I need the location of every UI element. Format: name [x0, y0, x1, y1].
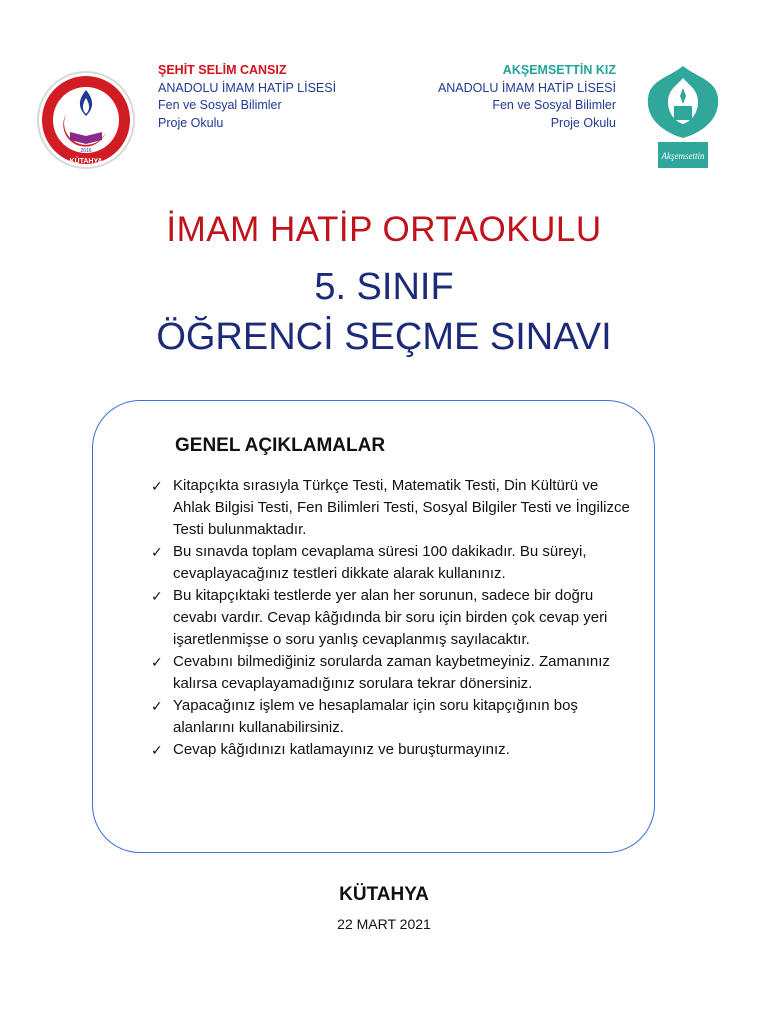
instructions-heading: GENEL AÇIKLAMALAR — [175, 435, 386, 456]
right-school-line4: Proje Okulu — [550, 115, 616, 130]
title-grade: 5. SINIF — [314, 266, 454, 308]
instruction-item — [151, 739, 631, 761]
checkmark-icon: ✓ — [151, 478, 163, 494]
city-name: KÜTAHYA — [339, 884, 429, 905]
instruction-item — [151, 585, 631, 651]
instruction-item — [151, 475, 631, 541]
left-logo-caption: KÜTAHYA — [69, 158, 103, 165]
right-school-line2: ANADOLU İMAM HATİP LİSESİ — [437, 80, 616, 95]
right-school-line1: AKŞEMSETTİN KIZ — [502, 63, 616, 77]
instruction-item — [151, 695, 631, 739]
right-logo-caption: Akşemsettin — [661, 151, 705, 161]
left-logo-year: 2016 — [80, 148, 92, 154]
instruction-text: Bu kitapçıktaki testlerde yer alan her sorunun, sadece bir doğru cevabı vardır. Cevap kâğıdında bir soru için birden çok cevap yeri işaretlenmişse o soru yanlış cevaplanmış sayılacaktır. — [173, 587, 608, 648]
right-school-name — [396, 62, 616, 132]
title-exam-name: ÖĞRENCİ SEÇME SINAVI — [156, 316, 612, 358]
left-school-name — [158, 62, 378, 132]
right-school-line3: Fen ve Sosyal Bilimler — [492, 98, 616, 112]
left-school-line2: ANADOLU İMAM HATİP LİSESİ — [158, 80, 337, 95]
instruction-text: Yapacağınız işlem ve hesaplamalar için soru kitapçığının boş alanlarını kullanabilirsiniz. — [173, 697, 578, 736]
checkmark-icon: ✓ — [151, 698, 163, 714]
title-school-type: İMAM HATİP ORTAOKULU — [166, 210, 602, 249]
left-school-line3: Fen ve Sosyal Bilimler — [158, 98, 282, 112]
school-logo-left — [36, 68, 136, 172]
instruction-item — [151, 541, 631, 585]
school-logo-right — [628, 58, 738, 170]
checkmark-icon: ✓ — [151, 742, 163, 758]
instructions-box — [92, 400, 655, 853]
instruction-text: Cevabını bilmediğiniz sorularda zaman kaybetmeyiniz. Zamanınız kalırsa cevaplayamadığınız sorulara tekrar dönersiniz. — [173, 653, 610, 692]
exam-date: 22 MART 2021 — [337, 916, 431, 932]
checkmark-icon: ✓ — [151, 654, 163, 670]
instruction-text: Cevap kâğıdınızı katlamayınız ve buruşturmayınız. — [173, 741, 510, 758]
instructions-list — [151, 475, 631, 761]
left-school-line4: Proje Okulu — [158, 115, 224, 130]
checkmark-icon: ✓ — [151, 588, 163, 604]
instruction-text: Bu sınavda toplam cevaplama süresi 100 dakikadır. Bu süreyi, cevaplayacağınız testleri dikkate alarak kullanınız. — [173, 543, 587, 582]
checkmark-icon: ✓ — [151, 544, 163, 560]
left-school-line1: ŞEHİT SELİM CANSIZ — [158, 63, 287, 77]
instruction-text: Kitapçıkta sırasıyla Türkçe Testi, Matematik Testi, Din Kültürü ve Ahlak Bilgisi Testi, Fen Bilimleri Testi, Sosyal Bilgiler Testi ve İngilizce Testi bulunmaktadır. — [173, 477, 630, 538]
instruction-item — [151, 651, 631, 695]
